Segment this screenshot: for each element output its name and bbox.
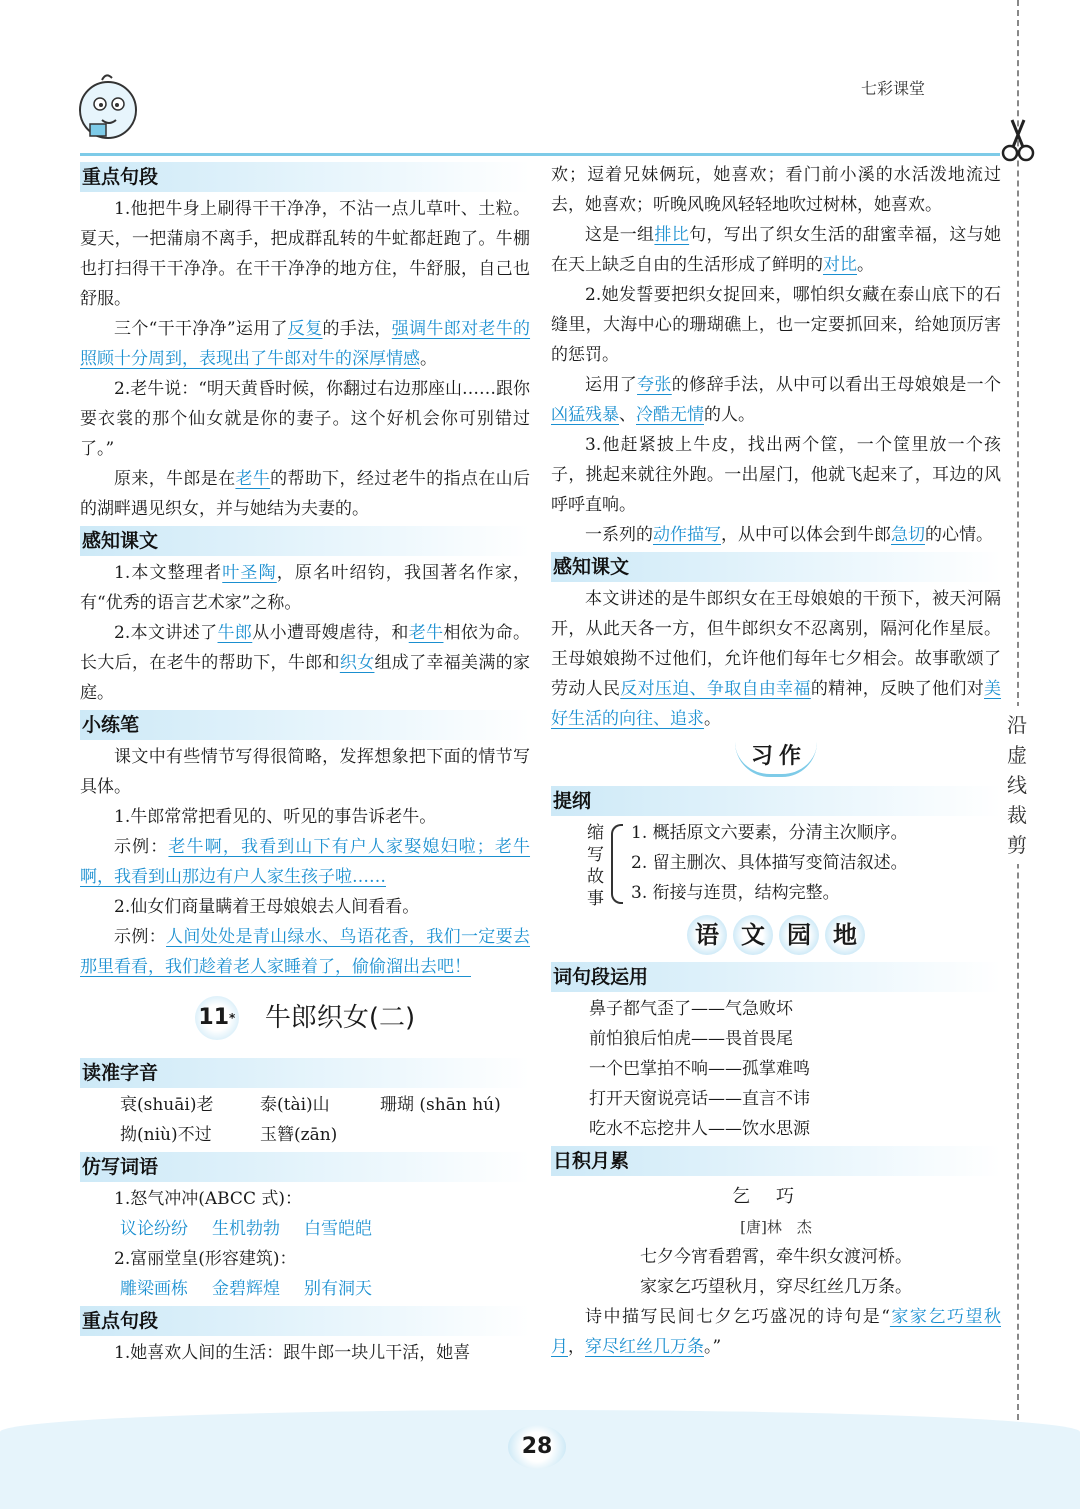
outline-item: 3. 衔接与连贯，结构完整。	[631, 883, 840, 903]
idiom-item: 吃水不忘挖井人——饮水思源	[589, 1119, 810, 1139]
paragraph: 1.牛郎常常把看见的、听见的事告诉老牛。	[114, 807, 437, 827]
paragraph: 2.老牛说：“明天黄昏时候，你翻过右边那座山……跟你要衣裳的那个仙女就是你的妻子。这个好机会你可别错过了。”	[80, 379, 530, 459]
garden-char: 园	[779, 915, 819, 955]
section-title: 重点句段	[80, 1306, 530, 1336]
answer: 家家乞巧望秋月	[551, 1307, 1001, 1357]
poem-author: [唐]林 杰	[740, 1218, 812, 1236]
cut-instruction	[1004, 706, 1030, 864]
paragraph: 1.她喜欢人间的生活：跟牛郎一块儿干活，她喜	[114, 1343, 471, 1363]
word: 生机勃勃	[212, 1219, 280, 1239]
section-title: 日积月累	[551, 1146, 1001, 1176]
word: 白雪皑皑	[304, 1219, 372, 1239]
section-title: 读准字音	[80, 1058, 530, 1088]
paragraph: 三个“干干净净”运用了反复的手法，强调牛郎对老牛的照顾十分周到，表现出了牛郎对牛的深厚情感。	[80, 319, 531, 369]
right-column	[551, 160, 1001, 1362]
cut-char: 虚	[1007, 743, 1027, 767]
paragraph: 运用了夸张的修辞手法，从中可以看出王母娘娘是一个凶猛残暴、冷酷无情的人。	[551, 375, 1002, 425]
paragraph: 2.本文讲述了牛郎从小遭哥嫂虐待，和老牛相依为命。长大后，在老牛的帮助下，牛郎和织女组成了幸福美满的家庭。	[80, 623, 531, 703]
garden-char: 地	[825, 915, 865, 955]
pinyin-item: 衰(shuāi)老	[120, 1095, 214, 1115]
answer: 反复	[287, 319, 323, 339]
section-title: 提纲	[551, 786, 1001, 816]
mascot-icon	[72, 68, 152, 148]
idiom-item: 一个巴掌拍不响——孤掌难鸣	[589, 1059, 810, 1079]
answer: 冷酷无情	[636, 405, 704, 425]
answer: 穿尽红丝几万条	[585, 1337, 704, 1357]
paragraph: 本文讲述的是牛郎织女在王母娘娘的干预下，被天河隔开，从此天各一方，但牛郎织女不忍离别，隔河化作星辰。王母娘娘拗不过他们，允许他们每年七夕相会。故事歌颂了劳动人民反对压迫、争取自由幸福的精神，反映了他们对美好生活的向往、追求。	[551, 589, 1002, 729]
answer: 老牛	[408, 623, 444, 643]
word-answers	[80, 1274, 530, 1304]
paragraph: 3.他赶紧披上牛皮，找出两个筐，一个筐里放一个孩子，挑起来就往外跑。一出屋门，他就飞起来了，耳边的风呼呼直响。	[551, 435, 1001, 515]
lesson-title	[80, 988, 530, 1048]
answer: 夸张	[637, 375, 672, 395]
pinyin-item: 珊瑚 (shān hú)	[380, 1095, 501, 1115]
pinyin-list	[80, 1090, 530, 1150]
answer: 牛郎	[217, 623, 253, 643]
answer: 织女	[339, 653, 375, 673]
answer: 强调牛郎对老牛的照顾十分周到，表现出了牛郎对牛的深厚情感	[80, 319, 531, 369]
idiom-item: 鼻子都气歪了——气急败坏	[589, 999, 793, 1019]
left-column	[80, 160, 530, 1368]
paragraph: 1.他把牛身上刷得干干净净，不沾一点儿草叶、土粒。夏天，一把蒲扇不离手，把成群乱转的牛虻都赶跑了。牛棚也打扫得干干净净。在干干净净的地方住，牛舒服，自己也舒服。	[80, 199, 530, 309]
outline-label: 缩写故事	[587, 823, 604, 909]
answer: 反对压迫、争取自由幸福	[620, 679, 811, 699]
answer: 对比	[823, 255, 857, 275]
answer: 老牛	[235, 469, 271, 489]
cut-char: 沿	[1007, 713, 1027, 737]
paragraph: 这是一组排比句，写出了织女生活的甜蜜幸福，这与她在天上缺乏自由的生活形成了鲜明的对比。	[551, 225, 1002, 275]
answer: 老牛啊，我看到山下有户人家娶媳妇啦；老牛啊，我看到山那边有户人家生孩子啦……	[80, 837, 531, 887]
poem-line: 家家乞巧望秋月，穿尽红丝几万条。	[640, 1277, 912, 1297]
paragraph: 欢；逗着兄妹俩玩，她喜欢；看门前小溪的水活泼地流过去，她喜欢；听晚风晚风轻轻地吹过树林，她喜欢。	[551, 165, 1001, 215]
page-number: 28	[508, 1425, 566, 1469]
cut-char: 裁	[1007, 803, 1027, 827]
answer: 美好生活的向往、追求	[551, 679, 1002, 729]
cut-char: 线	[1007, 773, 1027, 797]
section-title: 词句段运用	[551, 962, 1001, 992]
paragraph: 2.富丽堂皇(形容建筑)：	[114, 1249, 297, 1269]
outline-item: 1. 概括原文六要素，分清主次顺序。	[631, 823, 908, 843]
outline-item: 2. 留主删次、具体描写变简洁叙述。	[631, 853, 908, 873]
answer: 凶猛残暴	[551, 405, 619, 425]
idiom-item: 前怕狼后怕虎——畏首畏尾	[589, 1029, 793, 1049]
answer: 排比	[654, 225, 690, 245]
answer: 叶圣陶	[222, 563, 277, 583]
garden-char: 语	[687, 915, 727, 955]
banner-title: 习作	[735, 742, 817, 777]
paragraph: 示例：人间处处是青山绿水、鸟语花香，我们一定要去那里看看，我们趁着老人家睡着了，偷偷溜出去吧！	[80, 927, 531, 977]
paragraph: 诗中描写民间七夕乞巧盛况的诗句是“家家乞巧望秋月，穿尽红丝几万条。”	[551, 1307, 1001, 1357]
paragraph: 原来，牛郎是在老牛的帮助下，经过老牛的指点在山后的湖畔遇见织女，并与她结为夫妻的。	[80, 469, 531, 519]
answer: 人间处处是青山绿水、鸟语花香，我们一定要去那里看看，我们趁着老人家睡着了，偷偷溜出去吧！	[80, 927, 531, 977]
word: 议论纷纷	[120, 1219, 188, 1239]
word-answers	[80, 1214, 530, 1244]
pinyin-item: 拗(niù)不过	[120, 1125, 212, 1145]
paragraph: 2.她发誓要把织女捉回来，哪怕织女藏在泰山底下的石缝里，大海中心的珊瑚礁上，也一定要抓回来，给她顶厉害的惩罚。	[551, 285, 1001, 365]
header-divider	[80, 153, 1000, 156]
outline-items	[631, 818, 908, 910]
brace-mark	[611, 824, 623, 904]
section-title: 重点句段	[80, 162, 530, 192]
answer: 急切	[891, 525, 925, 545]
answer: 动作描写	[653, 525, 721, 545]
garden-char: 文	[733, 915, 773, 955]
idiom-list	[551, 994, 1001, 1144]
paragraph: 2.仙女们商量瞒着王母娘娘去人间看看。	[114, 897, 420, 917]
garden-banner	[551, 910, 1001, 960]
word: 金碧辉煌	[212, 1279, 280, 1299]
cut-char: 剪	[1007, 833, 1027, 857]
paragraph: 1.本文整理者叶圣陶，原名叶绍钧，我国著名作家，有“优秀的语言艺术家”之称。	[80, 563, 530, 613]
word: 雕梁画栋	[120, 1279, 188, 1299]
pinyin-item: 玉簪(zān)	[260, 1125, 338, 1145]
writing-banner	[551, 734, 1001, 784]
section-title: 小练笔	[80, 710, 530, 740]
word: 别有洞天	[304, 1279, 372, 1299]
section-title: 仿写词语	[80, 1152, 530, 1182]
paragraph: 课文中有些情节写得很简略，发挥想象把下面的情节写具体。	[80, 747, 530, 797]
lesson-number: 11 *	[195, 996, 239, 1040]
paragraph: 示例：老牛啊，我看到山下有户人家娶媳妇啦；老牛啊，我看到山那边有户人家生孩子啦……	[80, 837, 531, 887]
paragraph: 一系列的动作描写，从中可以体会到牛郎急切的心情。	[585, 525, 993, 545]
outline	[551, 818, 1001, 910]
scissors-icon	[1000, 117, 1036, 163]
lesson-name: 牛郎织女(二)	[264, 1003, 416, 1033]
paragraph: 1.怒气冲冲(ABCC 式)：	[114, 1189, 302, 1209]
section-title: 感知课文	[551, 552, 1001, 582]
brand-label: 七彩课堂	[860, 79, 925, 98]
idiom-item: 打开天窗说亮话——直言不讳	[589, 1089, 810, 1109]
poem-title: 乞巧	[732, 1186, 820, 1207]
section-title: 感知课文	[80, 526, 530, 556]
pinyin-item: 泰(tài)山	[260, 1095, 330, 1115]
poem-line: 七夕今宵看碧霄，牵牛织女渡河桥。	[640, 1247, 912, 1267]
